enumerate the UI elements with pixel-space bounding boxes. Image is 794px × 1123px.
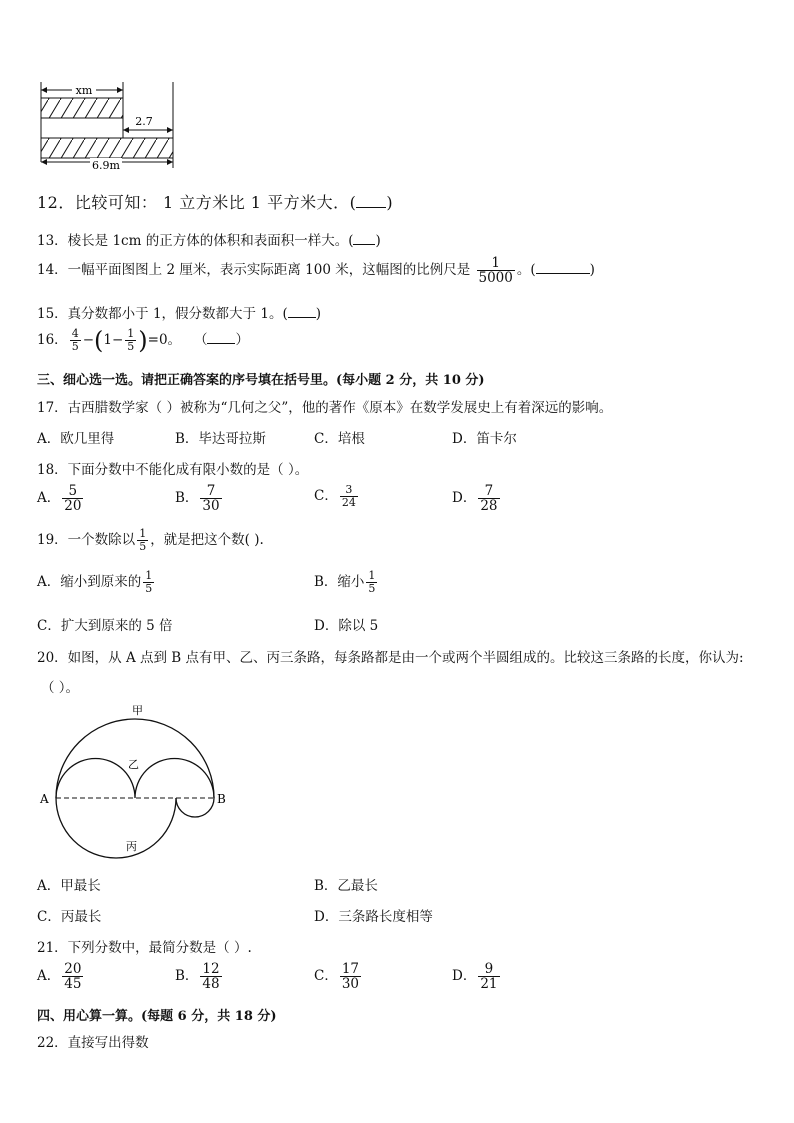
option-text: A．缩小到原来的 <box>37 574 142 590</box>
answer-blank-15[interactable] <box>288 305 316 318</box>
numerator: 1 <box>127 327 135 341</box>
numerator: 1 <box>139 527 147 541</box>
q19-option-d[interactable]: D．除以 5 <box>314 618 379 634</box>
label-x: xm <box>75 84 93 97</box>
paren-close: ) <box>315 306 321 322</box>
minus-sign: − <box>82 332 94 348</box>
answer-blank-13[interactable] <box>353 232 375 245</box>
option-fraction <box>143 570 154 594</box>
option-label: D． <box>452 490 477 507</box>
paren-close: ) <box>589 262 595 279</box>
option-label: C． <box>314 488 338 504</box>
q21-option-d[interactable] <box>452 962 502 991</box>
question-16 <box>37 328 249 353</box>
label-b: B <box>217 792 226 806</box>
question-15 <box>37 302 321 322</box>
denominator: 5 <box>71 340 79 353</box>
left-paren: ( <box>94 326 104 355</box>
semicircle-paths-figure <box>36 700 236 860</box>
q19-post: ，就是把这个数( ). <box>150 532 264 548</box>
fraction-1-5 <box>137 528 148 552</box>
q19-option-c[interactable]: C．扩大到原来的 5 倍 <box>37 618 173 634</box>
question-17: 17．古西腊数学家（ ）被称为“几何之父”，他的著作《原本》在数学发展史上有着深远的影响。 <box>37 400 613 416</box>
denominator: 5 <box>145 582 153 595</box>
fraction-4-5 <box>70 328 81 352</box>
equals-zero: =0。 <box>147 332 182 348</box>
option-label: A． <box>37 490 61 507</box>
option-fraction <box>478 484 499 513</box>
option-fraction <box>478 962 499 991</box>
q17-option-a[interactable]: A．欧几里得 <box>37 431 115 447</box>
q20-answer-paren[interactable]: （ ）。 <box>41 680 80 696</box>
numerator: 4 <box>71 327 79 341</box>
numerator: 9 <box>484 961 494 977</box>
denominator: 5 <box>139 540 147 553</box>
option-fraction <box>340 962 361 991</box>
option-fraction <box>62 962 83 991</box>
label-bing: 丙 <box>126 840 137 853</box>
question-21: 21．下列分数中，最简分数是（ ）. <box>37 940 252 956</box>
denominator: 45 <box>64 976 82 993</box>
q18-option-c[interactable] <box>314 484 360 509</box>
rectangle-strip-figure <box>36 80 181 175</box>
q18-option-a[interactable] <box>37 484 85 513</box>
question-12-text: 12．比较可知： 1 立方米比 1 平方米大．( <box>37 193 357 212</box>
denominator: 5 <box>127 340 135 353</box>
question-14 <box>37 256 595 285</box>
denominator: 30 <box>341 976 360 993</box>
denominator: 5000 <box>478 270 513 287</box>
question-number: 16． <box>37 332 68 348</box>
paren-close: ) <box>386 193 394 212</box>
denominator: 20 <box>64 498 82 515</box>
option-text: B．缩小 <box>314 574 365 590</box>
numerator: 1 <box>368 569 376 583</box>
numerator: 5 <box>68 483 78 499</box>
paren-open: （ <box>193 332 208 348</box>
q20-option-a[interactable]: A．甲最长 <box>37 878 101 894</box>
paren-close: ) <box>375 233 381 249</box>
numerator: 17 <box>341 961 360 977</box>
option-label: D． <box>452 968 477 985</box>
right-paren: ) <box>138 326 148 355</box>
question-18: 18．下面分数中不能化成有限小数的是（ ）。 <box>37 462 309 478</box>
q17-option-c[interactable]: C．培根 <box>314 431 365 447</box>
denominator: 5 <box>368 582 376 595</box>
denominator: 30 <box>202 498 220 515</box>
option-label: C． <box>314 968 338 985</box>
question-22: 22．直接写出得数 <box>37 1035 149 1051</box>
numerator: 1 <box>145 569 153 583</box>
q18-option-d[interactable] <box>452 484 502 513</box>
question-19 <box>37 528 264 553</box>
q19-option-a[interactable] <box>37 570 156 595</box>
numerator: 7 <box>206 483 216 499</box>
denominator: 28 <box>480 498 498 515</box>
fraction-1-5 <box>125 328 136 352</box>
option-fraction <box>62 484 83 513</box>
label-yi: 乙 <box>128 758 139 771</box>
question-13 <box>37 229 381 249</box>
one-minus: 1− <box>103 332 124 348</box>
denominator: 21 <box>480 976 498 993</box>
q20-option-c[interactable]: C．丙最长 <box>37 909 102 925</box>
q20-option-b[interactable]: B．乙最长 <box>314 878 378 894</box>
q21-option-a[interactable] <box>37 962 85 991</box>
label-bottom: 6.9m <box>92 159 120 172</box>
label-a: A <box>40 792 49 806</box>
denominator: 24 <box>341 496 356 509</box>
question-13-text: 13．棱长是 1cm 的正方体的体积和表面积一样大。( <box>37 233 354 249</box>
q19-option-b[interactable] <box>314 570 379 595</box>
question-14-text: 14．一幅平面图图上 2 厘米，表示实际距离 100 米，这幅图的比例尺是 <box>37 262 471 279</box>
question-12 <box>37 190 393 213</box>
q14-after: 。( <box>516 262 536 279</box>
answer-blank-16[interactable] <box>207 331 235 344</box>
q17-option-b[interactable]: B．毕达哥拉斯 <box>175 431 266 447</box>
option-fraction <box>340 484 358 508</box>
numerator: 3 <box>345 483 353 497</box>
q19-pre: 19．一个数除以 <box>37 532 136 548</box>
label-mid: 2.7 <box>135 115 153 128</box>
q17-option-d[interactable]: D．笛卡尔 <box>452 431 517 447</box>
q18-option-b[interactable] <box>175 484 224 513</box>
q21-option-b[interactable] <box>175 962 224 991</box>
option-label: B． <box>175 490 199 507</box>
answer-blank-14[interactable] <box>536 261 590 274</box>
question-15-text: 15．真分数都小于 1，假分数都大于 1。( <box>37 306 288 322</box>
denominator: 48 <box>202 976 220 993</box>
numerator: 7 <box>484 483 494 499</box>
option-label: A． <box>37 968 61 985</box>
section-4-heading: 四、用心算一算。(每题 6 分，共 18 分) <box>37 1009 277 1024</box>
q20-option-d[interactable]: D．三条路长度相等 <box>314 909 433 925</box>
numerator: 1 <box>491 255 500 271</box>
q21-option-c[interactable] <box>314 962 363 991</box>
section-3-heading: 三、细心选一选。请把正确答案的序号填在括号里。(每小题 2 分，共 10 分) <box>37 373 485 388</box>
numerator: 12 <box>202 961 220 977</box>
option-label: B． <box>175 968 199 985</box>
option-fraction <box>200 962 221 991</box>
option-fraction <box>200 484 221 513</box>
scale-fraction <box>477 256 515 285</box>
paren-close: ） <box>235 332 249 348</box>
option-fraction <box>366 570 377 594</box>
answer-blank-12[interactable] <box>356 195 386 208</box>
question-20: 20．如图，从 A 点到 B 点有甲、乙、丙三条路，每条路都是由一个或两个半圆组成的。比较这三条路的长度，你认为: <box>37 650 744 666</box>
numerator: 20 <box>64 961 82 977</box>
label-jia: 甲 <box>132 704 143 717</box>
